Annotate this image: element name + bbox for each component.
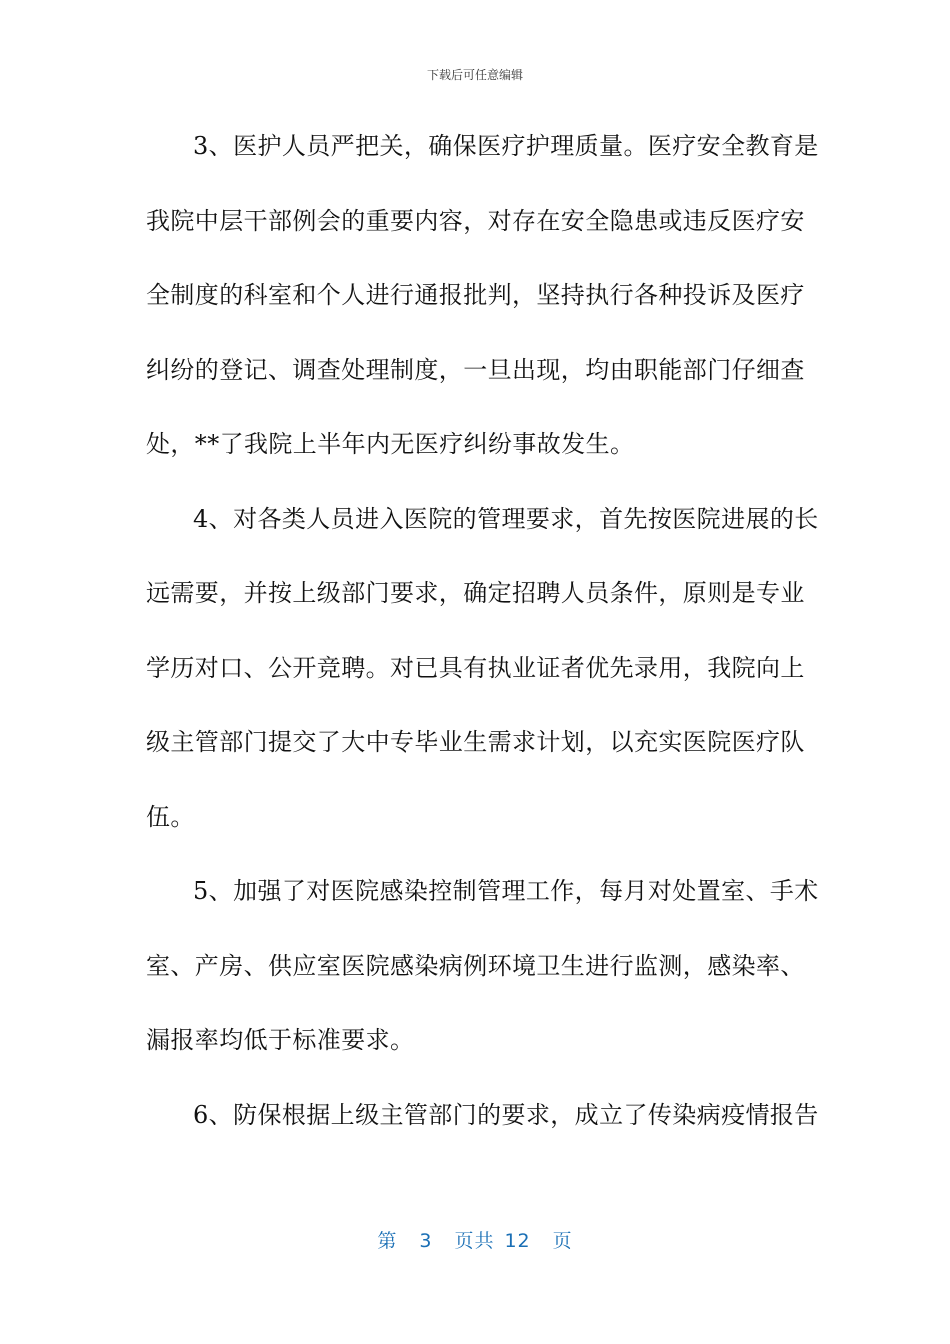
- text-line: 处，**了我院上半年内无医疗纠纷事故发生。: [146, 430, 635, 458]
- footer-middle: 页共: [454, 1230, 495, 1252]
- text-line: 室、产房、供应室医院感染病例环境卫生进行监测，感染率、: [146, 951, 805, 980]
- text-line: 伍。: [146, 802, 195, 831]
- text-line: 级主管部门提交了大中专毕业生需求计划，以充实医院医疗队: [146, 728, 805, 756]
- text-line: 学历对口、公开竞聘。对已具有执业证者优先录用，我院向上: [146, 653, 805, 682]
- text-line: 远需要，并按上级部门要求，确定招聘人员条件，原则是专业: [146, 579, 805, 607]
- page-footer: [0, 1226, 950, 1253]
- footer-suffix: 页: [552, 1230, 573, 1252]
- text-line: 5、加强了对医院感染控制管理工作，每月对处置室、手术: [193, 877, 819, 905]
- text-line: 6、防保根据上级主管部门的要求，成立了传染病疫情报告: [193, 1100, 819, 1129]
- page-total: 12: [504, 1230, 531, 1252]
- text-line: 全制度的科室和个人进行通报批判，坚持执行各种投诉及医疗: [146, 281, 805, 309]
- header-note: 下载后可任意编辑: [426, 68, 523, 82]
- document-body: [146, 119, 819, 1162]
- text-line: 4、对各类人员进入医院的管理要求，首先按医院进展的长: [193, 504, 819, 533]
- text-line: 纠纷的登记、调查处理制度，一旦出现，均由职能部门仔细查: [146, 355, 805, 384]
- text-line: 我院中层干部例会的重要内容，对存在安全隐患或违反医疗安: [146, 206, 805, 235]
- page-number: 3: [419, 1230, 433, 1252]
- text-line: 3、医护人员严把关，确保医疗护理质量。医疗安全教育是: [193, 132, 819, 160]
- text-line: 漏报率均低于标准要求。: [146, 1026, 415, 1054]
- footer-prefix: 第: [377, 1230, 398, 1252]
